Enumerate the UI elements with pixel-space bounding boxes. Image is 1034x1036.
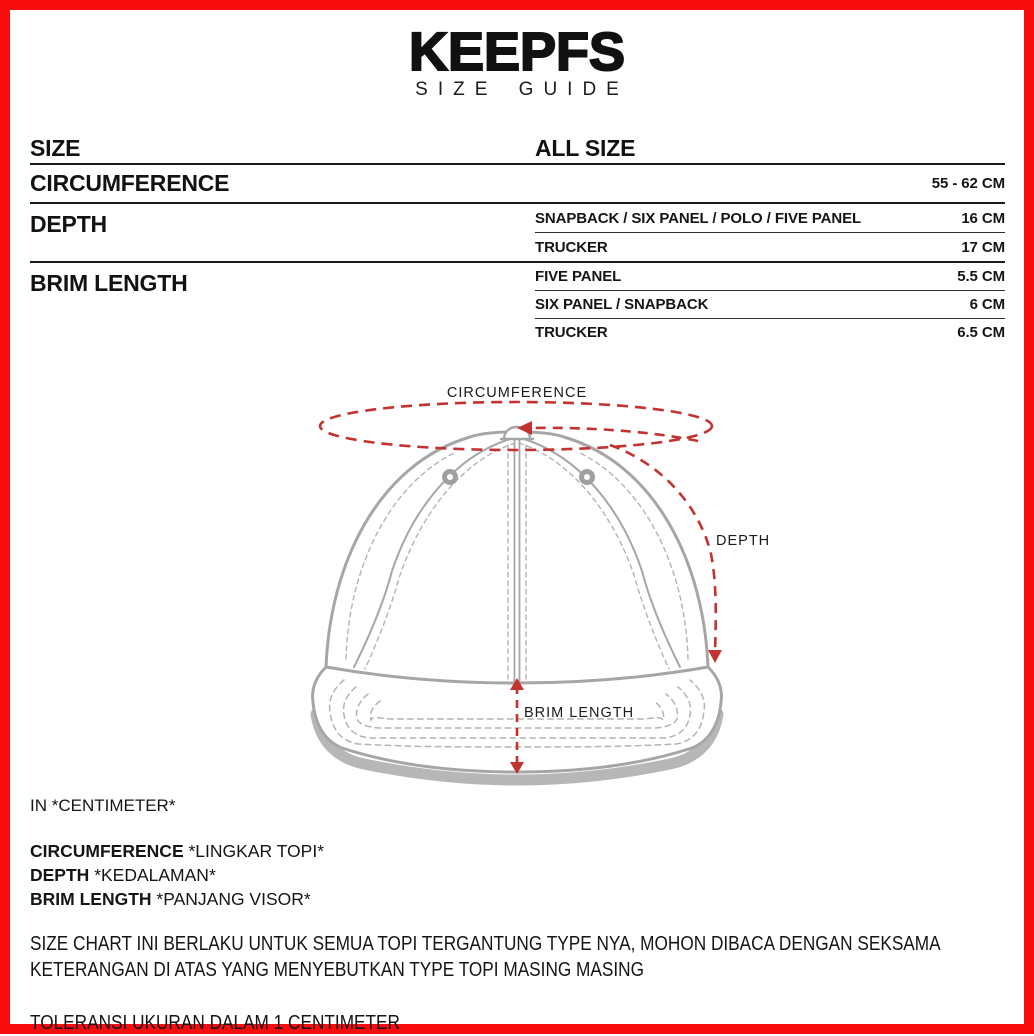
glossary-translation: *PANJANG VISOR* bbox=[156, 889, 311, 909]
table-group-brim-length bbox=[30, 263, 1005, 346]
row-label: SIX PANEL / SNAPBACK bbox=[535, 296, 709, 313]
table-row bbox=[30, 165, 1005, 204]
glossary-item bbox=[30, 839, 1005, 863]
row-value: 5.5 CM bbox=[957, 268, 1005, 285]
disclaimer-note: SIZE CHART INI BERLAKU UNTUK SEMUA TOPI TERGANTUNG TYPE NYA, MOHON DIBACA DENGAN SEKSAMA KETERANGAN DI ATAS YANG MENYEBUTKAN TYPE TOPI MASING MASING bbox=[30, 932, 940, 981]
row-value: 16 CM bbox=[961, 209, 1005, 227]
table-row bbox=[535, 263, 1005, 291]
table-row bbox=[535, 233, 1005, 261]
row-value: 6.5 CM bbox=[957, 324, 1005, 341]
row-header-size: SIZE bbox=[30, 134, 81, 161]
row-header-brim-length: BRIM LENGTH bbox=[30, 270, 188, 296]
row-label-all-size: ALL SIZE bbox=[535, 134, 636, 161]
brand-subtitle: SIZE GUIDE bbox=[415, 79, 629, 100]
row-label: TRUCKER bbox=[535, 324, 608, 341]
glossary-term: CIRCUMFERENCE bbox=[30, 841, 184, 861]
table-row bbox=[535, 319, 1005, 346]
row-value: 17 CM bbox=[961, 238, 1005, 256]
glossary-term: DEPTH bbox=[30, 865, 90, 885]
glossary-translation: *KEDALAMAN* bbox=[94, 865, 216, 885]
table-row bbox=[535, 204, 1005, 233]
row-value-circumference: 55 - 62 CM bbox=[931, 175, 1005, 192]
glossary-item bbox=[30, 863, 1005, 887]
brim-length-label: BRIM LENGTH bbox=[524, 705, 635, 721]
row-value: 6 CM bbox=[969, 296, 1005, 313]
cap-crown bbox=[326, 427, 708, 683]
glossary-term: BRIM LENGTH bbox=[30, 889, 152, 909]
cap-diagram bbox=[10, 369, 1024, 787]
glossary-list bbox=[30, 839, 1005, 911]
row-header-circumference: CIRCUMFERENCE bbox=[30, 170, 230, 196]
circumference-label: CIRCUMFERENCE bbox=[446, 385, 588, 401]
row-header-depth: DEPTH bbox=[30, 211, 107, 237]
table-row bbox=[535, 291, 1005, 319]
unit-note: IN *CENTIMETER* bbox=[30, 796, 176, 815]
depth-label: DEPTH bbox=[716, 533, 771, 549]
brand-logo: KEEPFS bbox=[408, 22, 626, 82]
row-label: TRUCKER bbox=[535, 238, 608, 256]
tolerance-note: TOLERANSI UKURAN DALAM 1 CENTIMETER bbox=[30, 1011, 400, 1034]
glossary-translation: *LINGKAR TOPI* bbox=[188, 841, 325, 861]
glossary-item bbox=[30, 887, 1005, 911]
table-group-depth bbox=[30, 204, 1005, 263]
row-label: FIVE PANEL bbox=[535, 268, 622, 285]
size-table bbox=[30, 133, 1005, 346]
row-label: SNAPBACK / SIX PANEL / POLO / FIVE PANEL bbox=[535, 209, 862, 227]
table-row bbox=[30, 133, 1005, 165]
brand-header bbox=[10, 22, 1024, 100]
notes-section bbox=[30, 795, 1005, 1036]
